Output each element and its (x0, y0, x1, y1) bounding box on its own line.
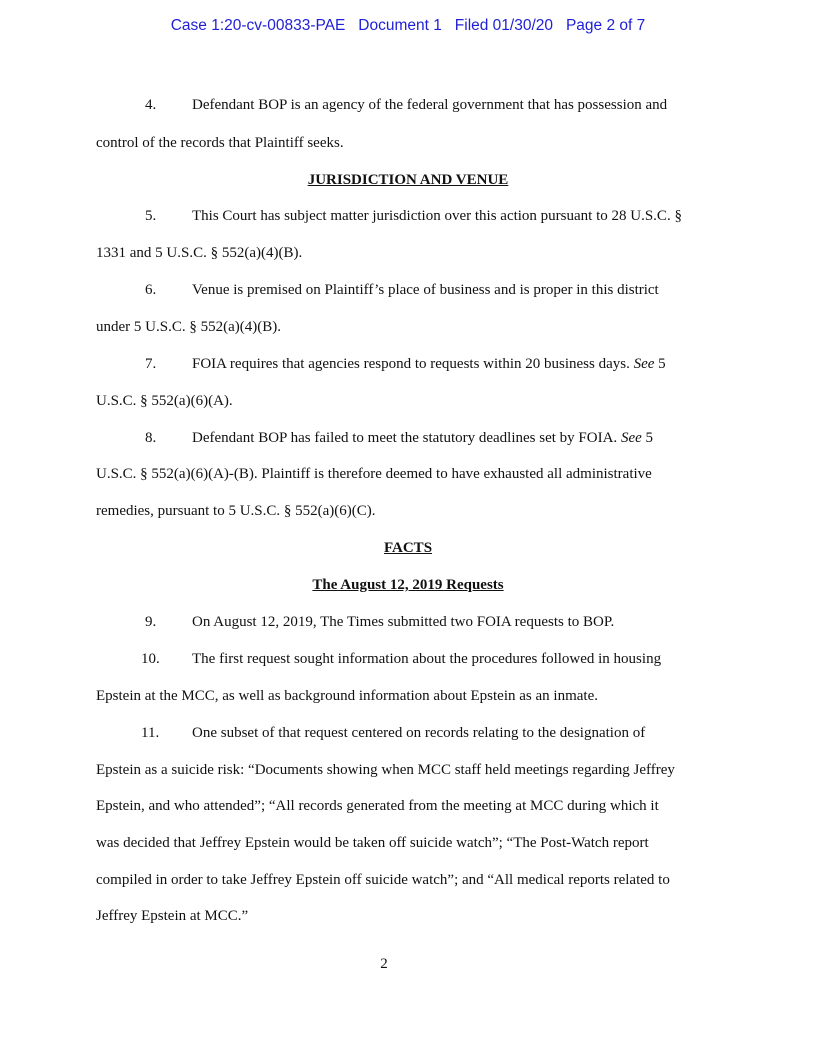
filed-date: Filed 01/30/20 (454, 17, 554, 34)
paragraph-text: Defendant BOP has failed to meet the statutory deadlines set by FOIA. (192, 430, 618, 446)
see-signal: See (633, 356, 655, 372)
heading-facts: FACTS (383, 540, 433, 556)
paragraph-line: Epstein at the MCC, as well as background information about Epstein as an inmate. (96, 688, 598, 704)
paragraph-line: control of the records that Plaintiff seeks. (96, 135, 344, 151)
paragraph-number: 7. (145, 356, 157, 372)
paragraph-line: U.S.C. § 552(a)(6)(A)-(B). Plaintiff is therefore deemed to have exhausted all administrative (96, 466, 652, 482)
paragraph-number: 9. (145, 614, 157, 630)
paragraph-line: One subset of that request centered on records relating to the designation of (192, 725, 646, 741)
page-number: 2 (380, 956, 388, 972)
paragraph-number: 11. (141, 725, 160, 741)
paragraph-line: was decided that Jeffrey Epstein would be taken off suicide watch”; “The Post-Watch report (96, 835, 649, 851)
paragraph-line: Epstein, and who attended”; “All records generated from the meeting at MCC during which it (96, 798, 659, 814)
paragraph-text: FOIA requires that agencies respond to requests within 20 business days. (192, 356, 630, 372)
paragraph-line (192, 428, 653, 448)
paragraph-line: Jeffrey Epstein at MCC.” (96, 908, 249, 924)
document-number: Document 1 (358, 17, 442, 34)
paragraph-line: under 5 U.S.C. § 552(a)(4)(B). (96, 319, 281, 335)
paragraph-line: 1331 and 5 U.S.C. § 552(a)(4)(B). (96, 245, 303, 261)
paragraph-number: 6. (145, 282, 157, 298)
paragraph-number: 10. (141, 651, 160, 667)
paragraph-line (192, 354, 666, 374)
paragraph-text: 5 (645, 430, 654, 446)
paragraph-line: Venue is premised on Plaintiff’s place of business and is proper in this district (192, 282, 659, 298)
paragraph-number: 5. (145, 208, 157, 224)
paragraph-line: U.S.C. § 552(a)(6)(A). (96, 393, 233, 409)
see-signal: See (620, 430, 642, 446)
case-number: Case 1:20-cv-00833-PAE (170, 17, 346, 34)
paragraph-line: remedies, pursuant to 5 U.S.C. § 552(a)(6)(C). (96, 503, 376, 519)
case-header (0, 17, 816, 35)
paragraph-line: Defendant BOP is an agency of the federal government that has possession and (192, 97, 668, 113)
paragraph-line: This Court has subject matter jurisdiction over this action pursuant to 28 U.S.C. § (192, 208, 682, 224)
paragraph-line: On August 12, 2019, The Times submitted two FOIA requests to BOP. (192, 614, 615, 630)
paragraph-number: 4. (145, 97, 157, 113)
paragraph-number: 8. (145, 430, 157, 446)
heading-jurisdiction-and-venue: JURISDICTION AND VENUE (307, 172, 509, 188)
paragraph-line: compiled in order to take Jeffrey Epstein off suicide watch”; and “All medical reports related to (96, 872, 670, 888)
heading-august-requests: The August 12, 2019 Requests (312, 577, 504, 593)
page-indicator: Page 2 of 7 (565, 17, 646, 34)
paragraph-line: The first request sought information about the procedures followed in housing (192, 651, 662, 667)
paragraph-text: 5 (658, 356, 666, 372)
paragraph-line: Epstein as a suicide risk: “Documents showing when MCC staff held meetings regarding Jeffrey (96, 762, 675, 778)
